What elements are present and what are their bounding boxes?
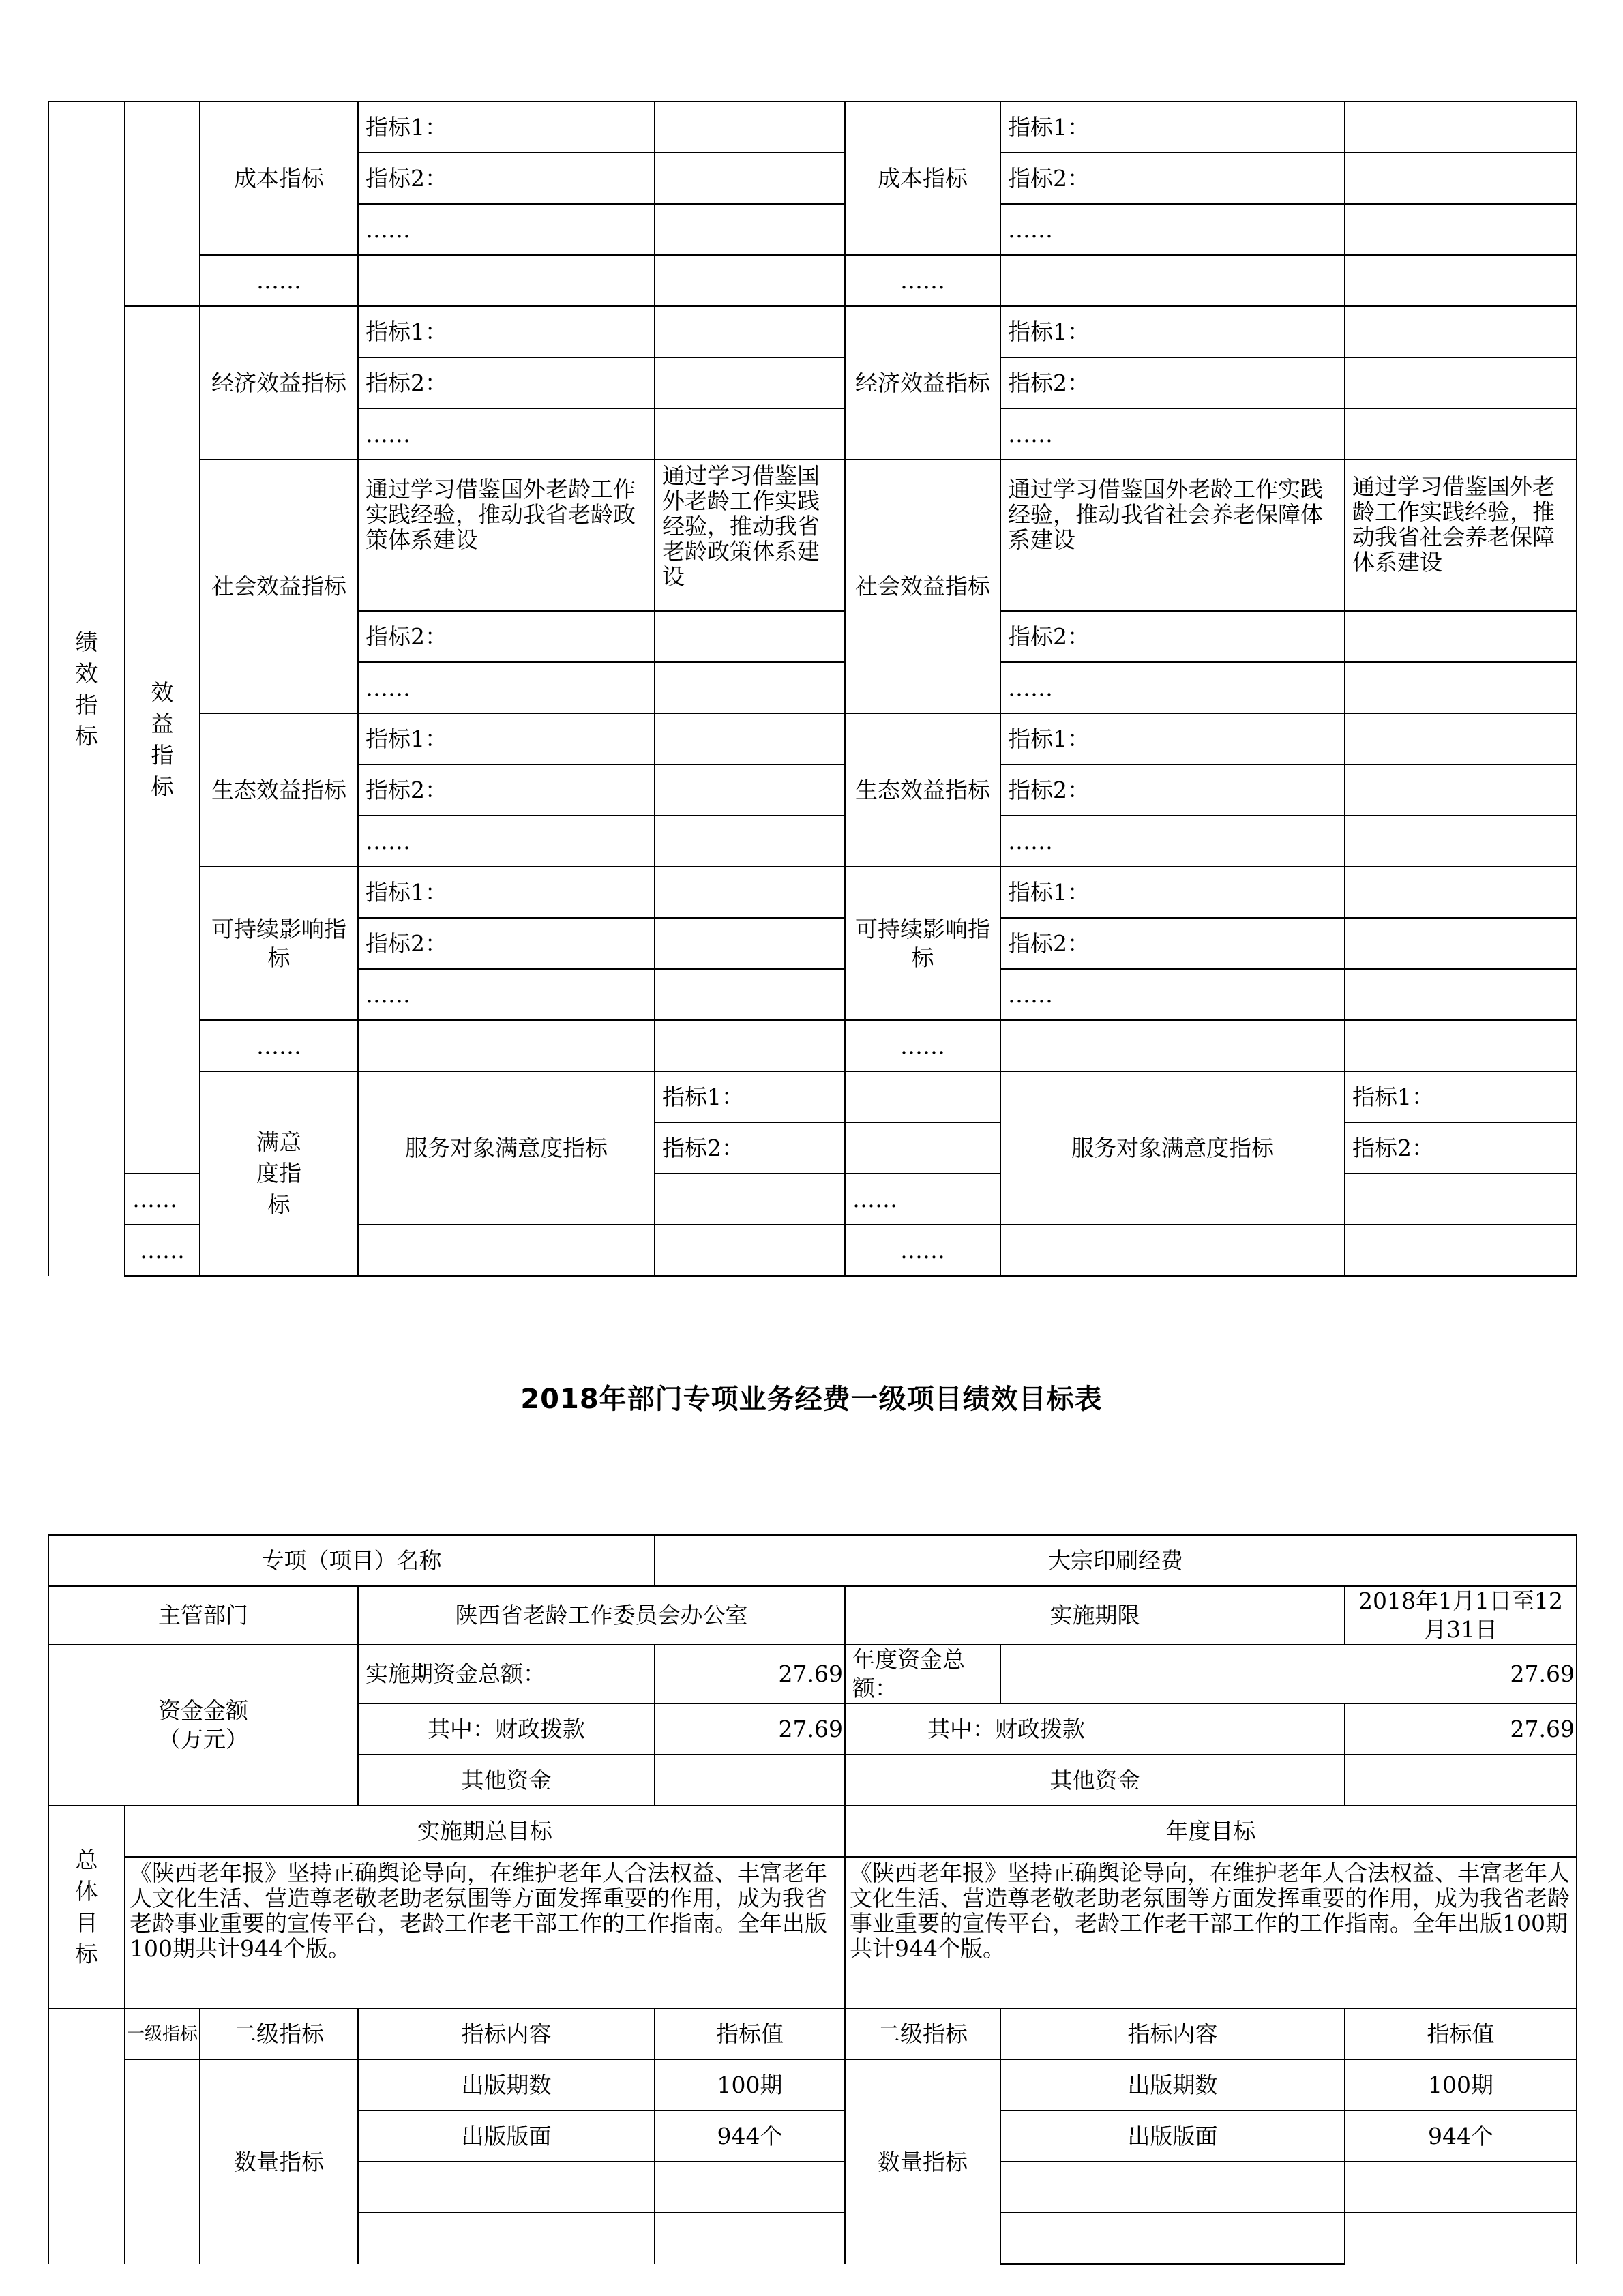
dept-value: 陕西省老龄工作委员会办公室 — [358, 1586, 845, 1645]
row-value: 944个 — [655, 2111, 845, 2162]
indicator-1: 指标1： — [1000, 102, 1345, 153]
ellipsis: …… — [1000, 816, 1345, 867]
row-content: 出版期数 — [358, 2059, 655, 2111]
period-goal-text: 《陕西老年报》坚持正确舆论导向，在维护老年人合法权益、丰富老年人文化生活、营造尊老敬老助老氛围等方面发挥重要的作用，成为我省老龄事业重要的宣传平台，老龄工作老干部工作的工作指南。全年出版100期共计944个版。 — [125, 1857, 845, 2008]
indicator-2: 指标2： — [1000, 153, 1345, 204]
social-indicator-value-right: 通过学习借鉴国外老龄工作实践经验，推动我省社会养老保障体系建设 — [1345, 460, 1577, 611]
indicator-2: 指标2： — [1000, 357, 1345, 408]
level2-satisfaction-label: 满意度指标 — [200, 1071, 358, 1276]
period-value: 2018年1月1日至12月31日 — [1345, 1586, 1577, 1645]
indicator-2: 指标2： — [1000, 918, 1345, 969]
indicator-1: 指标1： — [1345, 1071, 1577, 1122]
period-label: 实施期限 — [845, 1586, 1345, 1645]
social-indicator-content-right: 通过学习借鉴国外老龄工作实践经验，推动我省社会养老保障体系建设 — [1000, 460, 1345, 611]
economic-indicator-label-left: 经济效益指标 — [200, 306, 358, 460]
fiscal-value-left: 27.69 — [655, 1703, 845, 1755]
annual-funds-label: 年度资金总额： — [845, 1645, 1000, 1703]
service-satisfaction-label-right: 服务对象满意度指标 — [1000, 1071, 1345, 1225]
social-indicator-label-left: 社会效益指标 — [200, 460, 358, 713]
fiscal-label-right: 其中：财政拨款 — [845, 1703, 1345, 1755]
annual-goal-label: 年度目标 — [845, 1806, 1577, 1857]
row-value: 944个 — [1345, 2111, 1577, 2162]
row-value: 100期 — [655, 2059, 845, 2111]
cost-indicator-label-left: 成本指标 — [200, 102, 358, 255]
ellipsis: …… — [200, 1020, 358, 1071]
performance-indicator-table-continued — [48, 101, 1577, 1277]
indicator-2: 指标2： — [358, 764, 655, 816]
project-name-label: 专项（项目）名称 — [48, 1535, 655, 1586]
row-content: 出版版面 — [358, 2111, 655, 2162]
project-name-value: 大宗印刷经费 — [655, 1535, 1577, 1586]
other-funds-label-left: 其他资金 — [358, 1755, 655, 1806]
quantity-indicator-label-right: 数量指标 — [845, 2059, 1000, 2264]
social-indicator-content-left: 通过学习借鉴国外老龄工作实践经验，推动我省老龄政策体系建设 — [358, 460, 655, 611]
sustainable-indicator-label-left: 可持续影响指标 — [200, 867, 358, 1020]
ellipsis: …… — [358, 204, 655, 255]
ellipsis: …… — [358, 816, 655, 867]
indicator-2: 指标2： — [655, 1122, 845, 1174]
dept-label: 主管部门 — [48, 1586, 358, 1645]
funds-label: 资金金额（万元） — [48, 1645, 358, 1806]
ellipsis: …… — [845, 1225, 1000, 1276]
indicator-1: 指标1： — [358, 713, 655, 764]
ellipsis: …… — [845, 255, 1000, 306]
row-value: 100期 — [1345, 2059, 1577, 2111]
indicator-2: 指标2： — [1000, 611, 1345, 662]
social-indicator-value-left: 通过学习借鉴国外老龄工作实践经验，推动我省老龄政策体系建设 — [655, 460, 845, 611]
ellipsis: …… — [845, 1020, 1000, 1071]
header-value-right: 指标值 — [1345, 2008, 1577, 2059]
annual-funds-value: 27.69 — [1000, 1645, 1577, 1703]
annual-goal-text: 《陕西老年报》坚持正确舆论导向，在维护老年人合法权益、丰富老年人文化生活、营造尊老敬老助老氛围等方面发挥重要的作用，成为我省老龄事业重要的宣传平台，老龄工作老干部工作的工作指南。全年出版100期共计944个版。 — [845, 1857, 1577, 2008]
level2-benefit-label: 效益指标 — [125, 306, 200, 1174]
ellipsis: …… — [1000, 662, 1345, 713]
ellipsis: …… — [125, 1174, 200, 1225]
other-funds-label-right: 其他资金 — [845, 1755, 1345, 1806]
total-period-funds-value: 27.69 — [655, 1645, 845, 1703]
ellipsis: …… — [1000, 408, 1345, 460]
indicator-1: 指标1： — [358, 306, 655, 357]
sustainable-indicator-label-right: 可持续影响指标 — [845, 867, 1000, 1020]
header-level1: 一级指标 — [125, 2008, 200, 2059]
row-content: 出版期数 — [1000, 2059, 1345, 2111]
ellipsis: …… — [1000, 969, 1345, 1020]
service-satisfaction-label-left: 服务对象满意度指标 — [358, 1071, 655, 1225]
ecological-indicator-label-left: 生态效益指标 — [200, 713, 358, 867]
indicator-2: 指标2： — [358, 611, 655, 662]
ellipsis: …… — [358, 408, 655, 460]
indicator-1: 指标1： — [358, 867, 655, 918]
total-period-funds-label: 实施期资金总额： — [358, 1645, 655, 1703]
row-content: 出版版面 — [1000, 2111, 1345, 2162]
cost-indicator-label-right: 成本指标 — [845, 102, 1000, 255]
indicator-2: 指标2： — [358, 357, 655, 408]
ellipsis: …… — [358, 662, 655, 713]
indicator-2: 指标2： — [358, 918, 655, 969]
ellipsis: …… — [358, 969, 655, 1020]
indicator-1: 指标1： — [655, 1071, 845, 1122]
header-content-left: 指标内容 — [358, 2008, 655, 2059]
social-indicator-label-right: 社会效益指标 — [845, 460, 1000, 713]
header-value-left: 指标值 — [655, 2008, 845, 2059]
ellipsis: …… — [845, 1174, 1000, 1225]
header-level2-right: 二级指标 — [845, 2008, 1000, 2059]
ellipsis: …… — [125, 1225, 200, 1276]
period-goal-label: 实施期总目标 — [125, 1806, 845, 1857]
indicator-1: 指标1： — [1000, 867, 1345, 918]
header-level2-left: 二级指标 — [200, 2008, 358, 2059]
overall-goal-label: 总体目标 — [48, 1806, 125, 2008]
indicator-2: 指标2： — [358, 153, 655, 204]
indicator-1: 指标1： — [1000, 713, 1345, 764]
quantity-indicator-label-left: 数量指标 — [200, 2059, 358, 2264]
ecological-indicator-label-right: 生态效益指标 — [845, 713, 1000, 867]
fiscal-label-left: 其中：财政拨款 — [358, 1703, 655, 1755]
project-performance-target-table — [48, 1534, 1577, 2265]
indicator-2: 指标2： — [1345, 1122, 1577, 1174]
indicator-2: 指标2： — [1000, 764, 1345, 816]
indicator-1: 指标1： — [358, 102, 655, 153]
fiscal-value-right: 27.69 — [1345, 1703, 1577, 1755]
page-title: 2018年部门专项业务经费一级项目绩效目标表 — [520, 1384, 1103, 1415]
level1-performance-label: 绩效指标 — [48, 102, 125, 1276]
ellipsis: …… — [200, 255, 358, 306]
ellipsis: …… — [1000, 204, 1345, 255]
indicator-1: 指标1： — [1000, 306, 1345, 357]
economic-indicator-label-right: 经济效益指标 — [845, 306, 1000, 460]
header-content-right: 指标内容 — [1000, 2008, 1345, 2059]
